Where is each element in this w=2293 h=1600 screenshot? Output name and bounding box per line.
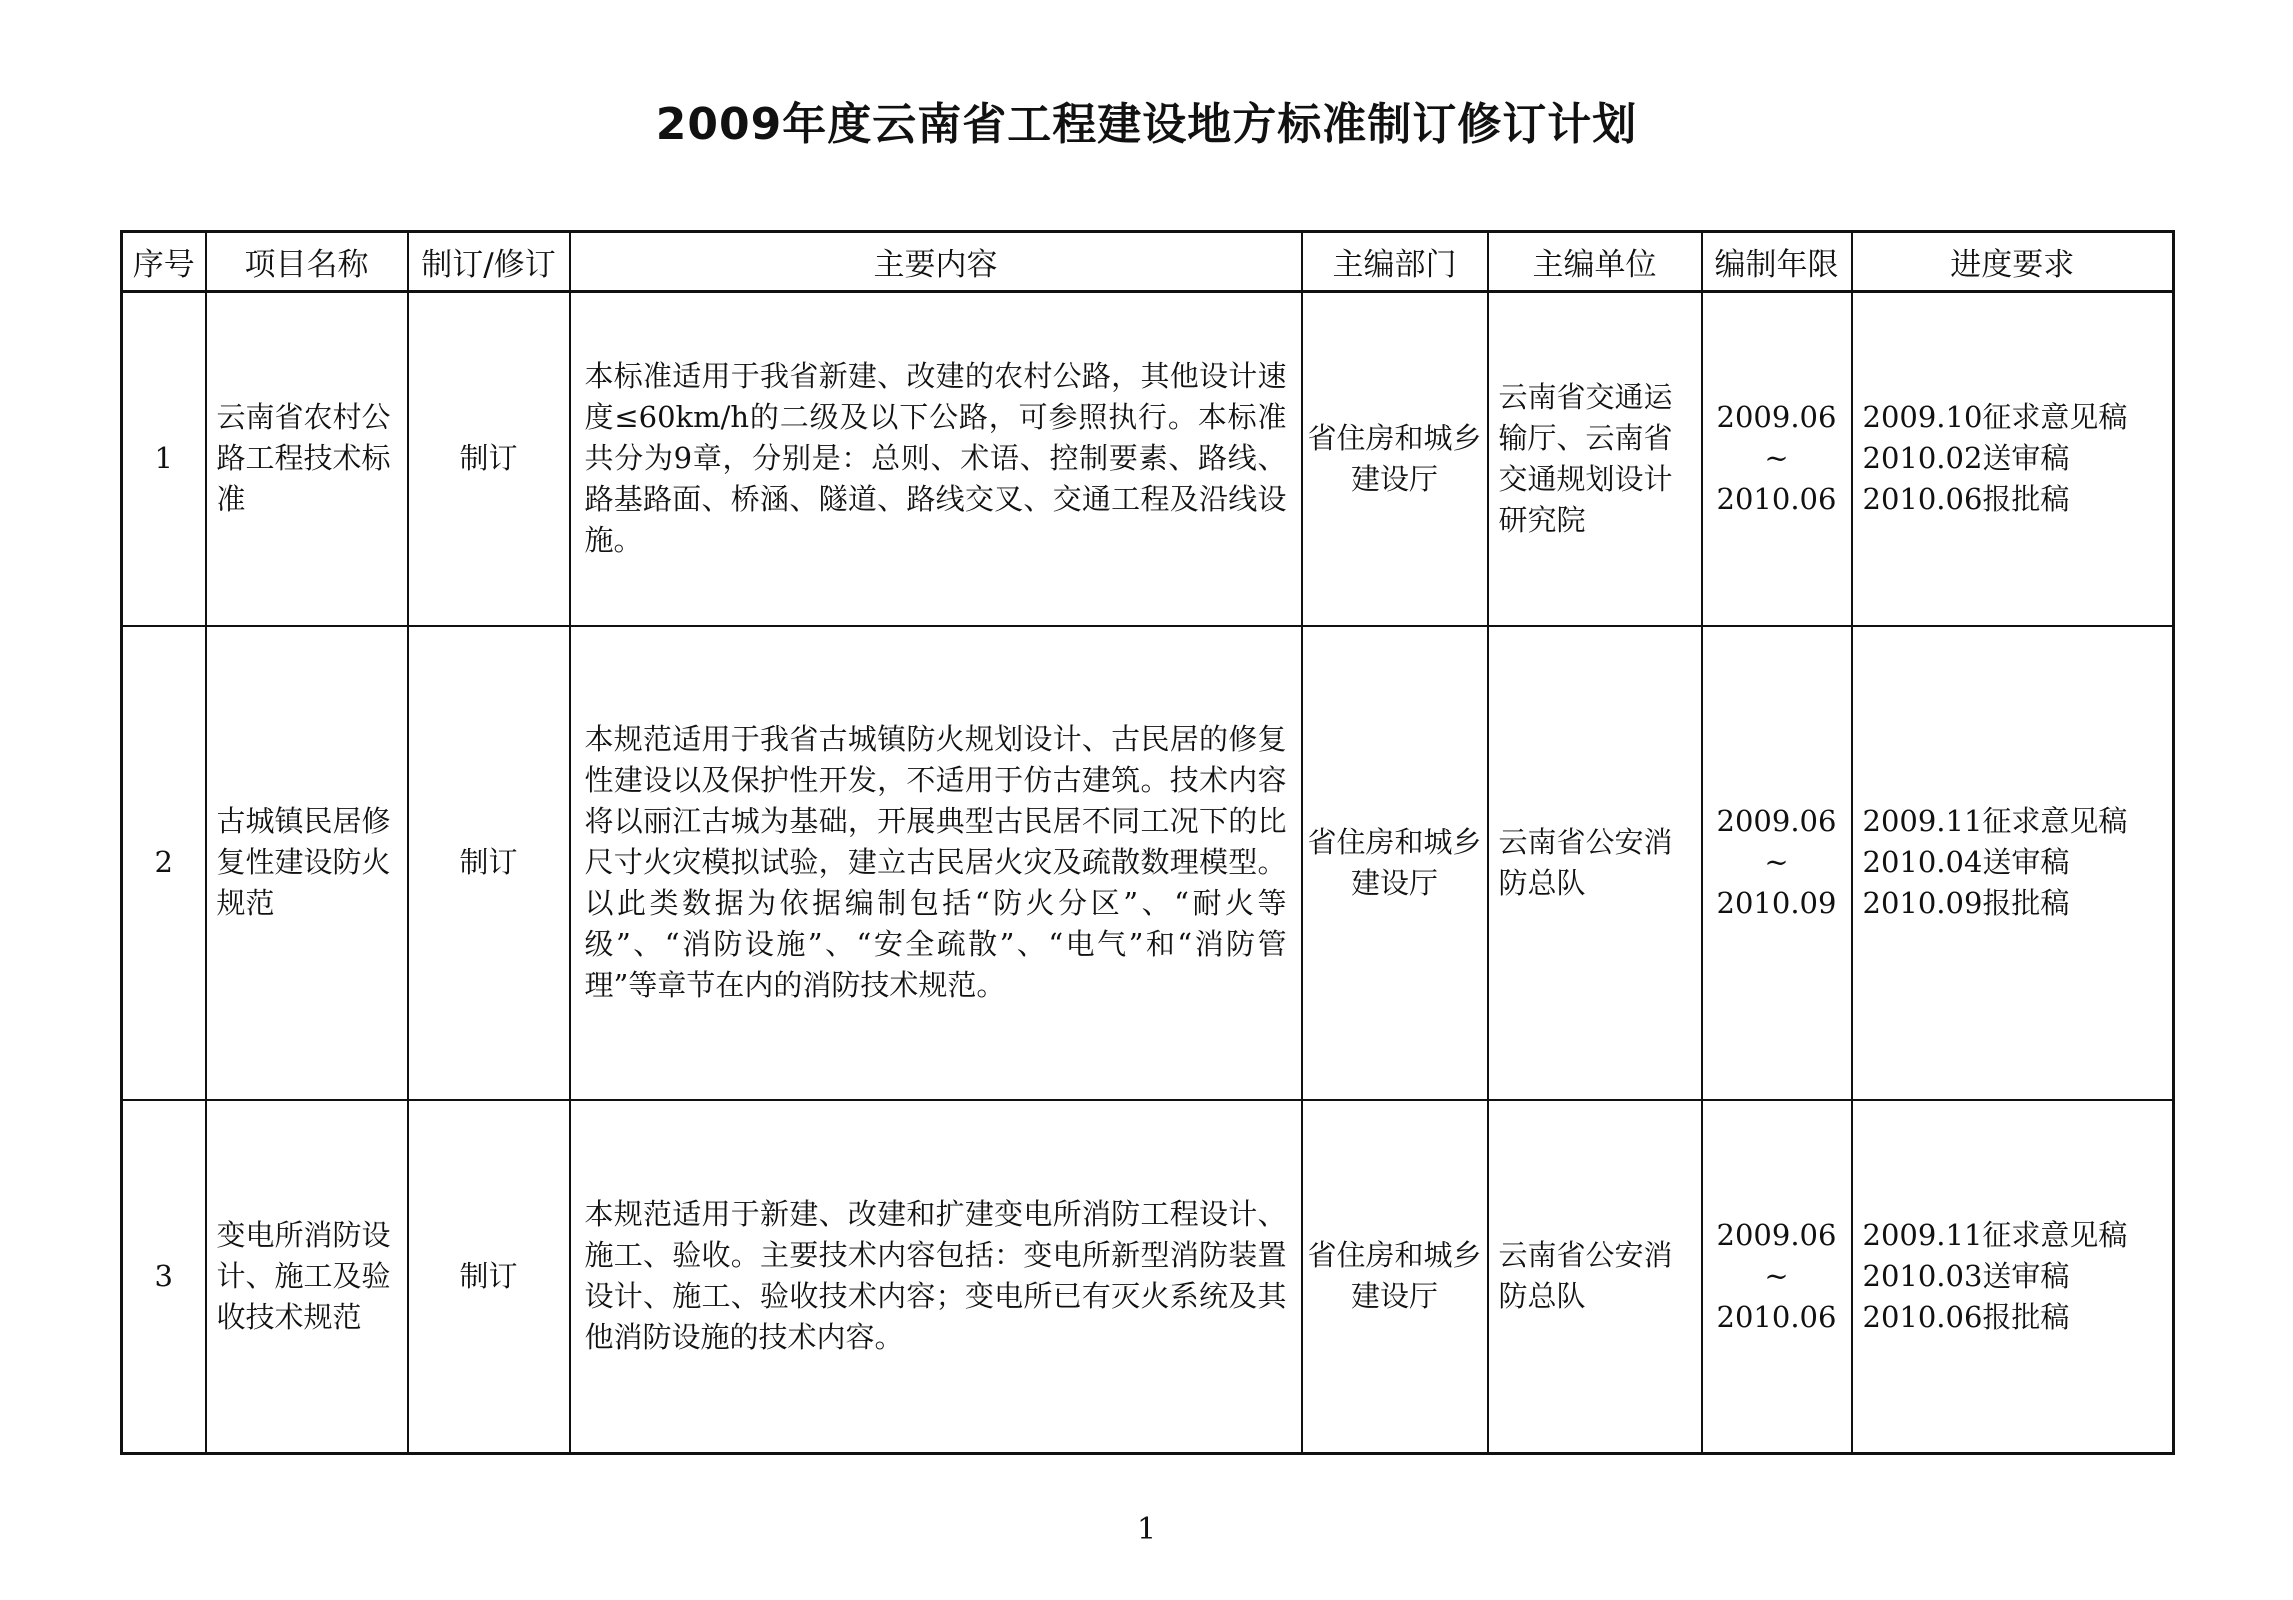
progress-item: 2010.06报批稿 (1862, 482, 2070, 517)
progress-item: 2009.10征求意见稿 (1862, 400, 2128, 435)
progress-cell (1852, 1100, 2174, 1454)
lead-unit: 云南省公安消防总队 (1488, 626, 1702, 1100)
header-cell-content: 主要内容 (570, 232, 1302, 292)
period-end: 2010.06 (1716, 482, 1837, 517)
lead-department: 省住房和城乡建设厅 (1302, 292, 1488, 626)
period-cell (1702, 292, 1852, 626)
period-separator: ~ (1764, 845, 1789, 879)
project-type: 制订 (408, 292, 570, 626)
progress-item: 2009.11征求意见稿 (1862, 804, 2128, 838)
row-number: 1 (122, 292, 206, 626)
project-type: 制订 (408, 626, 570, 1100)
progress-item: 2010.06报批稿 (1862, 1299, 2070, 1334)
project-name: 古城镇民居修复性建设防火规范 (206, 626, 408, 1100)
period-separator: ~ (1764, 1258, 1789, 1293)
table-header-row (122, 232, 2174, 292)
standards-plan-table (120, 230, 2175, 1455)
period-start: 2009.06 (1716, 1217, 1837, 1252)
progress-item: 2010.04送审稿 (1862, 845, 2070, 879)
page-number: 1 (1136, 1512, 1157, 1547)
period-cell (1702, 1100, 1852, 1454)
project-name: 云南省农村公路工程技术标准 (206, 292, 408, 626)
table-row (122, 626, 2174, 1100)
document-title: 2009年度云南省工程建设地方标准制订修订计划 (655, 99, 1638, 150)
progress-item: 2010.09报批稿 (1862, 886, 2070, 920)
period-start: 2009.06 (1716, 804, 1837, 838)
project-content: 本规范适用于我省古城镇防火规划设计、古民居的修复性建设以及保护性开发，不适用于仿古建筑。技术内容将以丽江古城为基础，开展典型古民居不同工况下的比尺寸火灾模拟试验，建立古民居火灾及疏散数理模型。以此类数据为依据编制包括“防火分区”、“耐火等级”、“消防设施”、“安全疏散”、“电气”和“消防管理”等章节在内的消防技术规范。 (570, 626, 1302, 1100)
header-cell-number: 序号 (122, 232, 206, 292)
progress-item: 2010.03送审稿 (1862, 1258, 2070, 1293)
header-cell-period: 编制年限 (1702, 232, 1852, 292)
table-row (122, 292, 2174, 626)
period-end: 2010.09 (1716, 886, 1837, 920)
header-cell-department: 主编部门 (1302, 232, 1488, 292)
progress-item: 2009.11征求意见稿 (1862, 1217, 2128, 1252)
period-cell (1702, 626, 1852, 1100)
period-separator: ~ (1764, 441, 1789, 476)
period-end: 2010.06 (1716, 1299, 1837, 1334)
header-cell-type: 制订/修订 (408, 232, 570, 292)
lead-unit: 云南省公安消防总队 (1488, 1100, 1702, 1454)
progress-cell (1852, 626, 2174, 1100)
lead-department: 省住房和城乡建设厅 (1302, 1100, 1488, 1454)
row-number: 2 (122, 626, 206, 1100)
period-start: 2009.06 (1716, 400, 1837, 435)
project-content: 本标准适用于我省新建、改建的农村公路，其他设计速度≤60km/h的二级及以下公路，可参照执行。本标准共分为9章，分别是：总则、术语、控制要素、路线、路基路面、桥涵、隧道、路线交叉、交通工程及沿线设施。 (570, 292, 1302, 626)
lead-department: 省住房和城乡建设厅 (1302, 626, 1488, 1100)
project-name: 变电所消防设计、施工及验收技术规范 (206, 1100, 408, 1454)
progress-cell (1852, 292, 2174, 626)
table-row (122, 1100, 2174, 1454)
project-content: 本规范适用于新建、改建和扩建变电所消防工程设计、施工、验收。主要技术内容包括：变电所新型消防装置设计、施工、验收技术内容；变电所已有灭火系统及其他消防设施的技术内容。 (570, 1100, 1302, 1454)
header-cell-unit: 主编单位 (1488, 232, 1702, 292)
row-number: 3 (122, 1100, 206, 1454)
lead-unit: 云南省交通运输厅、云南省交通规划设计研究院 (1488, 292, 1702, 626)
project-type: 制订 (408, 1100, 570, 1454)
header-cell-progress: 进度要求 (1852, 232, 2174, 292)
progress-item: 2010.02送审稿 (1862, 441, 2070, 476)
header-cell-project-name: 项目名称 (206, 232, 408, 292)
